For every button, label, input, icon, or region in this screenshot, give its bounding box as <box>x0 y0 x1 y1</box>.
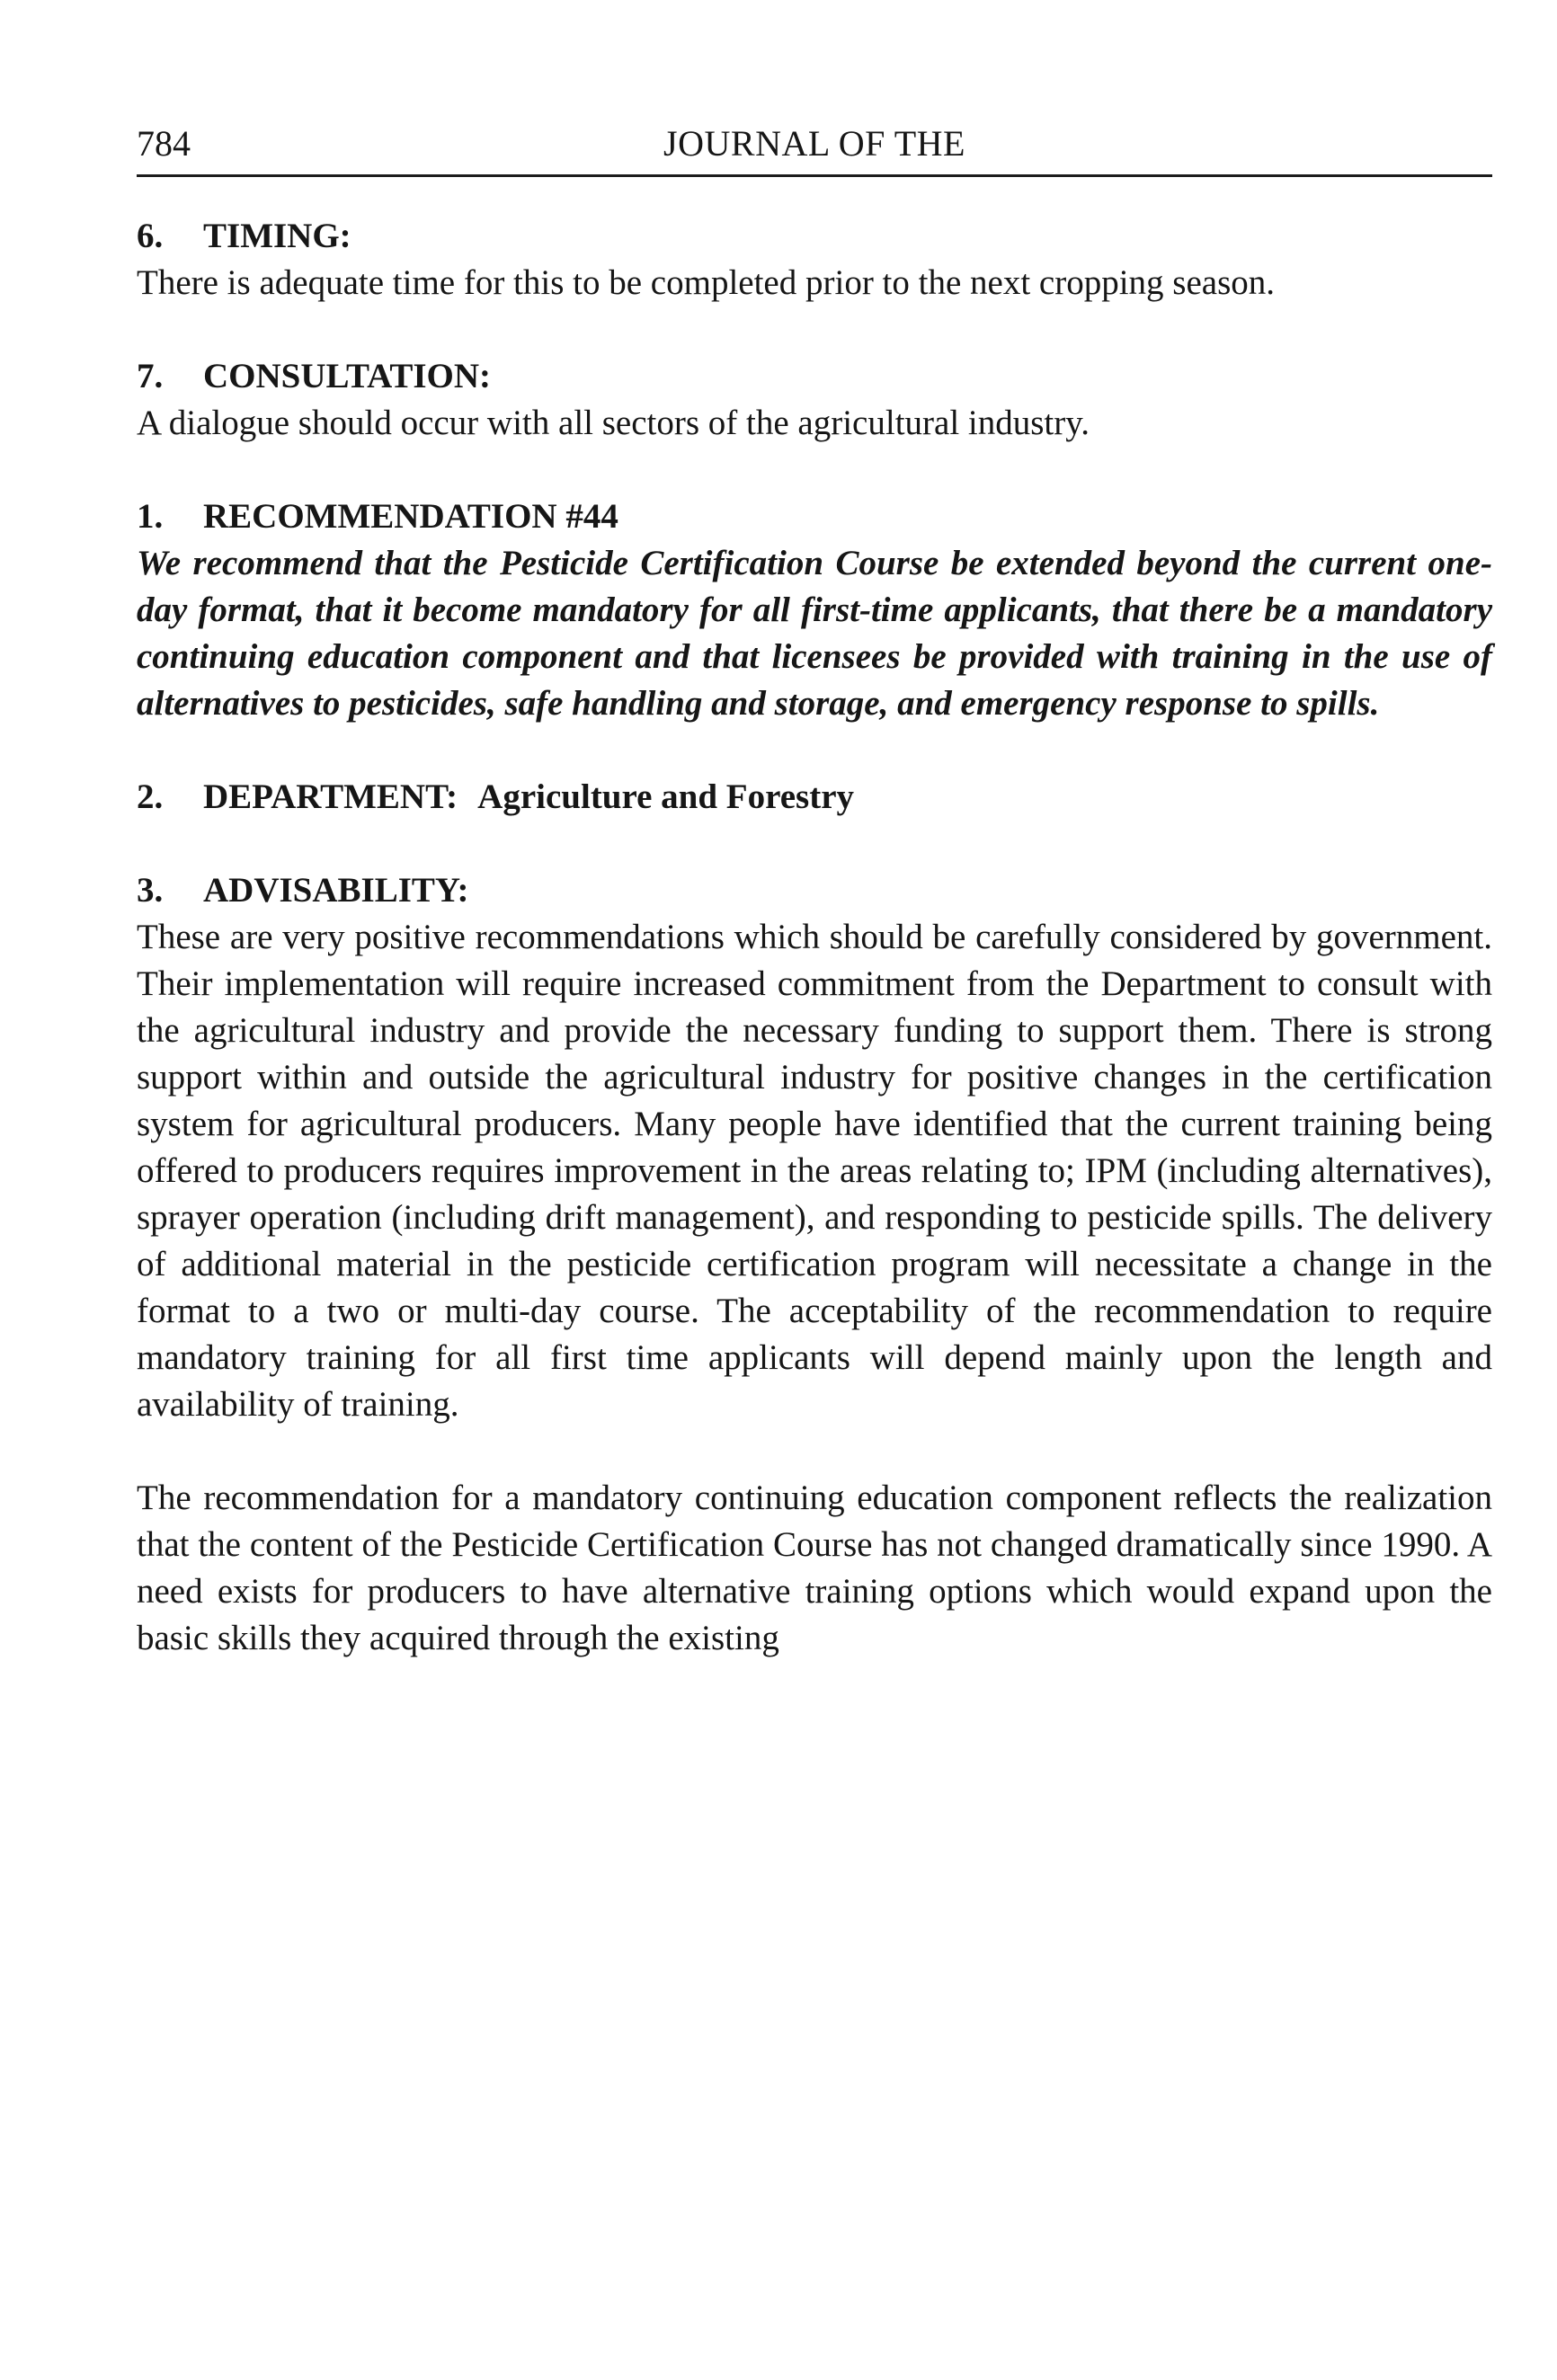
department-heading-label: DEPARTMENT: <box>203 777 458 816</box>
timing-number: 6. <box>137 217 164 255</box>
department-section <box>137 774 1492 821</box>
document-page <box>137 117 1492 1662</box>
timing-text: There is adequate time for this to be completed prior to the next cropping season. <box>137 263 1276 302</box>
consultation-section <box>137 353 1492 447</box>
department-value: Agriculture and Forestry <box>477 777 855 816</box>
department-heading <box>137 774 1492 821</box>
advisability-paragraph-2: The recommendation for a mandatory continuing education component reflects the realization that the content of the Pesticide Certification Course has not changed dramatically since 1990. A need exists for producers to have alternative training options which would expand upon the basic skills they acquired through the existing <box>137 1479 1492 1657</box>
recommendation-section <box>137 493 1492 727</box>
advisability-paragraph-1: These are very positive recommendations which should be carefully considered by government. Their implementation will require increased commitment from the Department to consult with the agricultural industry and provide the necessary funding to support them. There is strong support within and outside the agricultural industry for positive changes in the certification system for agricultural producers. Many people have identified that the current training being offered to producers requires improvement in the areas relating to; IPM (including alternatives), sprayer operation (including drift management), and responding to pesticide spills. The delivery of additional material in the pesticide certification program will necessitate a change in the format to a two or multi-day course. The acceptability of the recommendation to require mandatory training for all first time applicants will depend mainly upon the length and availability of training. <box>137 918 1492 1424</box>
timing-heading <box>137 213 1492 260</box>
recommendation-number: 1. <box>137 497 164 536</box>
recommendation-text: We recommend that the Pesticide Certification Course be extended beyond the current one-day format, that it become mandatory for all first-time applicants, that there be a mandatory continuing education component and that licensees be provided with training in the use of alternatives to pesticides, safe handling and storage, and emergency response to spills. <box>137 544 1492 723</box>
timing-heading-label: TIMING: <box>203 217 351 255</box>
advisability-heading <box>137 867 1492 914</box>
timing-section <box>137 213 1492 306</box>
running-header <box>137 117 1492 171</box>
consultation-text: A dialogue should occur with all sectors of the agricultural industry. <box>137 404 1090 442</box>
advisability-number: 3. <box>137 871 164 910</box>
department-number: 2. <box>137 777 164 816</box>
recommendation-heading <box>137 493 1492 540</box>
page-number: 784 <box>137 123 191 164</box>
recommendation-heading-label: RECOMMENDATION #44 <box>203 497 618 536</box>
advisability-heading-label: ADVISABILITY: <box>203 871 469 910</box>
consultation-heading-label: CONSULTATION: <box>203 357 492 395</box>
consultation-number: 7. <box>137 357 164 395</box>
journal-title: JOURNAL OF THE <box>663 123 965 164</box>
advisability-section <box>137 867 1492 1662</box>
consultation-heading <box>137 353 1492 400</box>
header-rule <box>137 174 1492 177</box>
